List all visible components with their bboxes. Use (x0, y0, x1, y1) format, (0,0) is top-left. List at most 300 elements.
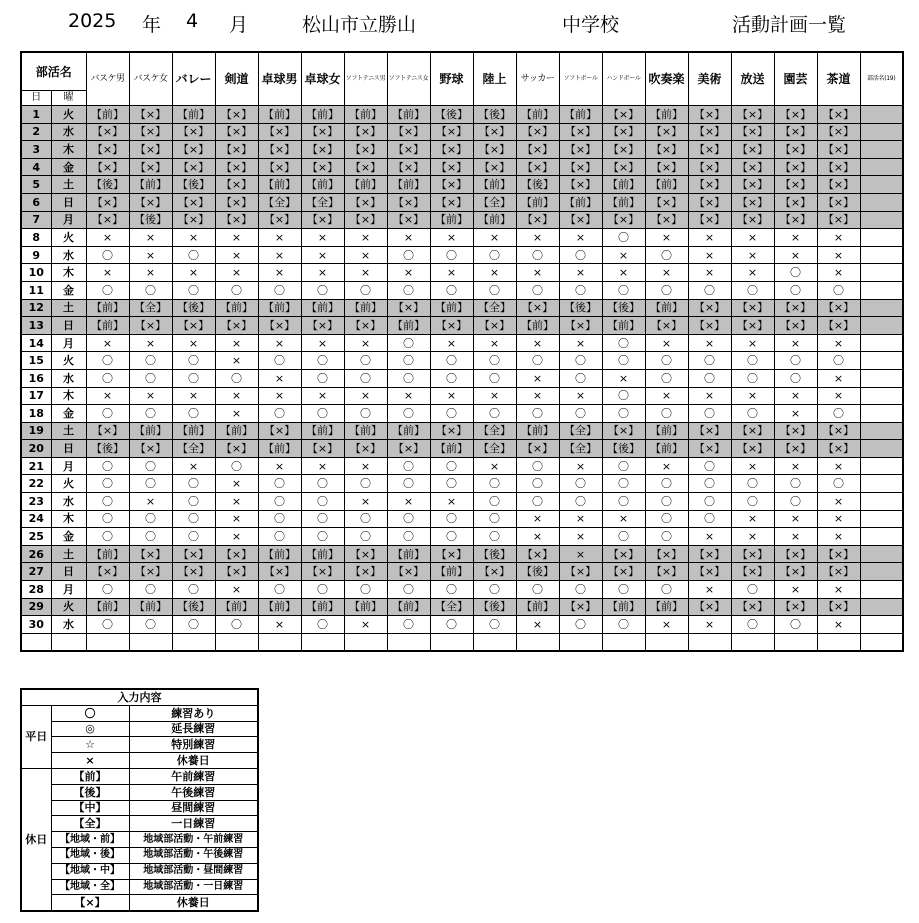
activity-cell: 【×】 (215, 563, 258, 581)
activity-cell: 【前】 (473, 211, 516, 229)
day-cell: 7 (21, 211, 51, 229)
activity-cell: 【×】 (817, 193, 860, 211)
activity-cell: 【×】 (645, 545, 688, 563)
activity-cell: 【×】 (817, 563, 860, 581)
activity-cell: 〇 (602, 405, 645, 423)
weekday-cell: 木 (51, 387, 86, 405)
activity-cell: 【×】 (731, 299, 774, 317)
activity-cell: × (774, 246, 817, 264)
day-cell: 12 (21, 299, 51, 317)
activity-cell (860, 211, 903, 229)
weekday-cell: 土 (51, 422, 86, 440)
activity-cell: 【×】 (258, 422, 301, 440)
activity-cell: 【×】 (817, 106, 860, 124)
activity-cell: 【×】 (731, 176, 774, 194)
activity-cell: 【×】 (129, 158, 172, 176)
activity-cell: 〇 (602, 387, 645, 405)
activity-cell: × (430, 334, 473, 352)
activity-cell: 【×】 (774, 141, 817, 159)
legend-symbol: × (51, 753, 129, 769)
activity-cell: × (731, 264, 774, 282)
activity-cell: 【×】 (430, 123, 473, 141)
activity-cell: 【前】 (258, 106, 301, 124)
activity-cell (860, 616, 903, 634)
activity-cell: 〇 (301, 493, 344, 511)
club-header: 美術 (688, 52, 731, 106)
activity-cell: × (817, 229, 860, 247)
legend-body (21, 689, 258, 911)
activity-cell: 〇 (387, 352, 430, 370)
activity-cell: 【前】 (301, 598, 344, 616)
activity-cell: × (301, 246, 344, 264)
activity-cell: 【×】 (817, 317, 860, 335)
activity-cell: × (731, 246, 774, 264)
activity-cell (860, 405, 903, 423)
table-row (21, 510, 903, 528)
activity-cell: 【前】 (430, 563, 473, 581)
activity-cell: 〇 (731, 405, 774, 423)
activity-cell: 【前】 (344, 176, 387, 194)
activity-cell: 【×】 (430, 422, 473, 440)
activity-cell: 【×】 (86, 123, 129, 141)
activity-cell: 〇 (731, 352, 774, 370)
activity-cell: 【×】 (516, 440, 559, 458)
activity-cell (860, 457, 903, 475)
activity-cell: 〇 (774, 264, 817, 282)
activity-cell: 【×】 (731, 422, 774, 440)
legend-symbol: ☆ (51, 737, 129, 753)
activity-cell (860, 123, 903, 141)
activity-cell: 〇 (688, 493, 731, 511)
activity-cell: 【前】 (258, 176, 301, 194)
activity-cell: × (129, 493, 172, 511)
table-row (21, 106, 903, 124)
activity-cell: × (817, 387, 860, 405)
activity-cell: 【×】 (473, 141, 516, 159)
activity-cell: 【前】 (516, 422, 559, 440)
activity-cell: 〇 (129, 352, 172, 370)
activity-cell: 【前】 (86, 545, 129, 563)
activity-cell: 【×】 (129, 440, 172, 458)
activity-cell: 【×】 (817, 545, 860, 563)
activity-cell: 【×】 (387, 123, 430, 141)
activity-cell: 【×】 (215, 141, 258, 159)
activity-cell: 【×】 (301, 158, 344, 176)
activity-cell: 〇 (602, 281, 645, 299)
activity-cell: 【×】 (516, 299, 559, 317)
activity-cell: 〇 (645, 528, 688, 546)
activity-cell: 【×】 (172, 563, 215, 581)
activity-cell: 【×】 (86, 422, 129, 440)
activity-cell: 【×】 (387, 193, 430, 211)
activity-cell: 〇 (774, 475, 817, 493)
day-cell: 13 (21, 317, 51, 335)
legend-description: 特別練習 (129, 737, 258, 753)
day-cell: 19 (21, 422, 51, 440)
activity-cell: 【全】 (172, 440, 215, 458)
activity-cell: × (86, 264, 129, 282)
day-cell: 15 (21, 352, 51, 370)
activity-cell: 【×】 (344, 123, 387, 141)
activity-cell: 〇 (430, 475, 473, 493)
activity-cell: 【×】 (559, 158, 602, 176)
activity-cell: 【×】 (215, 545, 258, 563)
activity-cell: × (344, 616, 387, 634)
activity-cell: × (258, 246, 301, 264)
activity-cell: 【×】 (817, 123, 860, 141)
activity-cell: 〇 (129, 369, 172, 387)
activity-cell: 【全】 (129, 299, 172, 317)
activity-cell: 〇 (430, 581, 473, 599)
activity-cell: 〇 (473, 369, 516, 387)
legend-description: 午後練習 (129, 784, 258, 800)
activity-cell: 【前】 (602, 317, 645, 335)
activity-cell: 【前】 (387, 545, 430, 563)
activity-cell: × (258, 229, 301, 247)
activity-cell: 【×】 (430, 193, 473, 211)
activity-cell: 【×】 (129, 563, 172, 581)
activity-cell: 〇 (86, 616, 129, 634)
activity-cell: 【前】 (258, 545, 301, 563)
activity-cell: × (817, 581, 860, 599)
table-row (21, 369, 903, 387)
schedule-body (21, 52, 903, 651)
activity-cell: 【前】 (258, 440, 301, 458)
table-row (21, 229, 903, 247)
activity-cell: 【×】 (559, 563, 602, 581)
activity-cell: 【×】 (430, 141, 473, 159)
activity-cell: 【前】 (387, 106, 430, 124)
activity-cell: 【×】 (774, 422, 817, 440)
activity-cell: 〇 (645, 475, 688, 493)
activity-cell: × (559, 510, 602, 528)
table-row (21, 440, 903, 458)
activity-cell: 【×】 (473, 123, 516, 141)
activity-cell: × (86, 229, 129, 247)
activity-cell: × (731, 528, 774, 546)
activity-cell: 【×】 (387, 299, 430, 317)
legend-symbol: 【地域・後】 (51, 847, 129, 863)
activity-cell: 〇 (172, 405, 215, 423)
activity-cell: 【×】 (688, 193, 731, 211)
activity-cell (860, 352, 903, 370)
weekday-cell: 火 (51, 106, 86, 124)
activity-cell: 【後】 (473, 545, 516, 563)
legend-title: 入力内容 (21, 689, 258, 705)
activity-cell: × (559, 387, 602, 405)
day-cell: 20 (21, 440, 51, 458)
activity-cell: 〇 (258, 581, 301, 599)
activity-cell: 【後】 (86, 176, 129, 194)
table-row (21, 141, 903, 159)
table-row (21, 281, 903, 299)
activity-cell: 【×】 (688, 422, 731, 440)
activity-cell: 【×】 (688, 563, 731, 581)
day-cell: 24 (21, 510, 51, 528)
activity-cell: × (817, 616, 860, 634)
activity-cell: 【×】 (473, 158, 516, 176)
activity-cell: 〇 (602, 581, 645, 599)
activity-cell: 【×】 (172, 123, 215, 141)
activity-cell: 【前】 (645, 440, 688, 458)
activity-cell: 〇 (387, 281, 430, 299)
activity-cell: × (344, 264, 387, 282)
activity-cell: × (344, 229, 387, 247)
weekday-cell: 月 (51, 581, 86, 599)
activity-cell (731, 633, 774, 651)
activity-cell: 【前】 (473, 176, 516, 194)
activity-cell (860, 299, 903, 317)
activity-cell: 【×】 (172, 141, 215, 159)
activity-cell: 【前】 (430, 299, 473, 317)
activity-cell: 【×】 (215, 176, 258, 194)
activity-cell: × (430, 229, 473, 247)
activity-cell: 〇 (301, 352, 344, 370)
activity-cell: 〇 (645, 246, 688, 264)
day-cell: 8 (21, 229, 51, 247)
activity-cell: 【全】 (559, 422, 602, 440)
activity-cell: 【前】 (430, 440, 473, 458)
activity-cell: × (215, 475, 258, 493)
day-cell: 3 (21, 141, 51, 159)
legend-row (21, 816, 258, 832)
activity-cell: 〇 (258, 352, 301, 370)
activity-cell: 【前】 (645, 598, 688, 616)
day-cell: 23 (21, 493, 51, 511)
club-header: 剣道 (215, 52, 258, 106)
table-row (21, 352, 903, 370)
activity-cell: 【×】 (731, 158, 774, 176)
activity-cell: × (473, 334, 516, 352)
activity-cell: 【前】 (129, 422, 172, 440)
holiday-label: 休日 (21, 768, 51, 911)
activity-cell: 【後】 (172, 598, 215, 616)
day-cell: 30 (21, 616, 51, 634)
activity-cell: 【×】 (688, 158, 731, 176)
activity-cell: 【前】 (129, 598, 172, 616)
weekday-cell: 火 (51, 229, 86, 247)
weekday-cell: 火 (51, 598, 86, 616)
activity-cell: 〇 (516, 405, 559, 423)
activity-cell: 〇 (602, 334, 645, 352)
legend-row (21, 847, 258, 863)
activity-cell: 〇 (688, 352, 731, 370)
activity-cell: 【前】 (301, 299, 344, 317)
activity-cell: 〇 (688, 405, 731, 423)
activity-cell (860, 229, 903, 247)
activity-cell: × (215, 352, 258, 370)
activity-cell: × (129, 246, 172, 264)
club-header: 部活名(19) (860, 52, 903, 106)
activity-cell: 【前】 (344, 299, 387, 317)
activity-cell (860, 158, 903, 176)
activity-cell: 〇 (688, 281, 731, 299)
activity-cell: 〇 (602, 616, 645, 634)
activity-cell: × (516, 369, 559, 387)
activity-cell: × (688, 387, 731, 405)
activity-cell (301, 633, 344, 651)
activity-cell: 〇 (215, 281, 258, 299)
activity-cell: 【後】 (516, 563, 559, 581)
day-cell: 4 (21, 158, 51, 176)
table-row (21, 581, 903, 599)
activity-cell: 【全】 (258, 193, 301, 211)
activity-cell: × (215, 493, 258, 511)
activity-cell: 【×】 (86, 563, 129, 581)
activity-cell: × (688, 581, 731, 599)
activity-cell: 〇 (86, 281, 129, 299)
activity-cell: 【×】 (430, 158, 473, 176)
weekday-cell: 金 (51, 528, 86, 546)
day-cell (21, 633, 51, 651)
activity-cell: × (817, 264, 860, 282)
day-header: 日 (21, 91, 51, 106)
activity-cell: 【×】 (774, 193, 817, 211)
activity-cell: 〇 (602, 352, 645, 370)
weekday-cell: 水 (51, 616, 86, 634)
activity-cell (860, 176, 903, 194)
activity-cell: × (344, 334, 387, 352)
table-row (21, 528, 903, 546)
legend-symbol: 【後】 (51, 784, 129, 800)
activity-cell: 〇 (731, 581, 774, 599)
club-header: 陸上 (473, 52, 516, 106)
weekday-cell: 水 (51, 246, 86, 264)
activity-cell: 【×】 (817, 176, 860, 194)
activity-cell: 【後】 (172, 299, 215, 317)
activity-cell: 【×】 (731, 598, 774, 616)
activity-cell: 【×】 (215, 440, 258, 458)
legend-row (21, 721, 258, 737)
day-cell: 18 (21, 405, 51, 423)
activity-cell: 〇 (430, 281, 473, 299)
day-cell: 26 (21, 545, 51, 563)
activity-cell: 【前】 (516, 106, 559, 124)
day-cell: 17 (21, 387, 51, 405)
activity-cell (860, 141, 903, 159)
activity-cell: 【×】 (86, 193, 129, 211)
activity-cell: 【×】 (86, 211, 129, 229)
activity-cell: × (731, 457, 774, 475)
club-header: 卓球男 (258, 52, 301, 106)
activity-cell: 〇 (129, 475, 172, 493)
day-cell: 25 (21, 528, 51, 546)
activity-cell: × (301, 387, 344, 405)
activity-cell: 【×】 (774, 176, 817, 194)
activity-cell: 【×】 (602, 545, 645, 563)
table-row (21, 405, 903, 423)
activity-cell: 【全】 (301, 193, 344, 211)
activity-cell: 〇 (129, 281, 172, 299)
activity-cell: 【前】 (301, 106, 344, 124)
activity-cell: × (473, 264, 516, 282)
day-cell: 10 (21, 264, 51, 282)
activity-cell: 【×】 (215, 106, 258, 124)
activity-cell: × (172, 229, 215, 247)
activity-cell: × (817, 246, 860, 264)
legend-symbol: 【全】 (51, 816, 129, 832)
activity-cell: 〇 (387, 475, 430, 493)
activity-cell: 〇 (516, 246, 559, 264)
table-row (21, 493, 903, 511)
activity-cell: × (645, 334, 688, 352)
legend-row (21, 895, 258, 911)
table-row (21, 299, 903, 317)
activity-cell: 【全】 (473, 422, 516, 440)
activity-cell: × (215, 334, 258, 352)
activity-cell: 〇 (731, 281, 774, 299)
weekday-cell: 月 (51, 334, 86, 352)
activity-cell: 【×】 (774, 317, 817, 335)
activity-cell: 〇 (645, 581, 688, 599)
weekday-cell: 水 (51, 123, 86, 141)
activity-cell: 【×】 (817, 440, 860, 458)
activity-cell: 【×】 (172, 193, 215, 211)
activity-cell: 【×】 (129, 123, 172, 141)
activity-cell: 〇 (387, 334, 430, 352)
activity-cell (86, 633, 129, 651)
activity-cell: 【×】 (344, 141, 387, 159)
day-cell: 2 (21, 123, 51, 141)
activity-cell: 〇 (731, 475, 774, 493)
legend-description: 午前練習 (129, 768, 258, 784)
weekday-cell: 日 (51, 440, 86, 458)
month: 4 (186, 10, 199, 32)
activity-cell: 〇 (774, 493, 817, 511)
activity-cell: 【全】 (473, 299, 516, 317)
club-header-row (21, 52, 903, 91)
activity-cell: 〇 (258, 510, 301, 528)
activity-cell: 【×】 (258, 317, 301, 335)
activity-cell: 〇 (129, 616, 172, 634)
activity-cell: × (301, 229, 344, 247)
weekday-header: 曜 (51, 91, 86, 106)
activity-cell: 【×】 (301, 440, 344, 458)
activity-cell: 【×】 (774, 106, 817, 124)
activity-cell: 〇 (387, 581, 430, 599)
activity-cell: 【×】 (559, 211, 602, 229)
table-row (21, 422, 903, 440)
activity-cell: 【×】 (258, 141, 301, 159)
activity-cell: 【×】 (688, 598, 731, 616)
activity-cell: 【全】 (473, 193, 516, 211)
activity-cell: × (817, 369, 860, 387)
day-cell: 22 (21, 475, 51, 493)
activity-cell: 【×】 (172, 545, 215, 563)
activity-cell: 〇 (559, 352, 602, 370)
activity-cell: 【×】 (516, 123, 559, 141)
activity-cell: 〇 (731, 616, 774, 634)
activity-cell: 〇 (172, 581, 215, 599)
activity-cell: 【×】 (172, 317, 215, 335)
legend-row (21, 832, 258, 848)
club-header: 茶道 (817, 52, 860, 106)
activity-cell (817, 633, 860, 651)
legend-description: 地域部活動・午前練習 (129, 832, 258, 848)
activity-cell: 〇 (430, 616, 473, 634)
activity-cell: 【×】 (817, 598, 860, 616)
activity-cell: 〇 (817, 475, 860, 493)
legend-symbol: 【地域・全】 (51, 879, 129, 895)
activity-cell: 【×】 (602, 141, 645, 159)
activity-cell: 〇 (172, 493, 215, 511)
activity-cell: × (172, 334, 215, 352)
club-header: 野球 (430, 52, 473, 106)
activity-cell: 〇 (301, 581, 344, 599)
activity-cell: 【×】 (774, 563, 817, 581)
activity-cell: 〇 (602, 493, 645, 511)
activity-cell: 〇 (559, 281, 602, 299)
